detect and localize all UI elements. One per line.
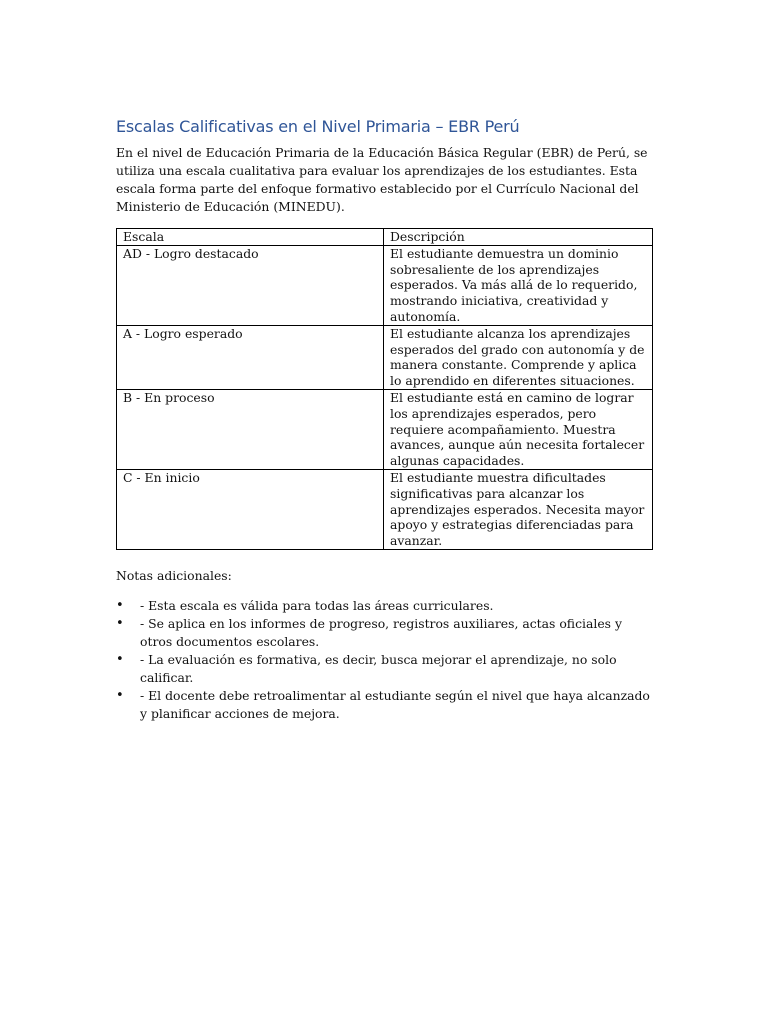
scale-cell: AD - Logro destacado: [117, 245, 384, 325]
table-row: [117, 389, 653, 469]
table-row: [117, 245, 653, 325]
scale-cell: A - Logro esperado: [117, 325, 384, 389]
scale-cell: C - En inicio: [117, 469, 384, 549]
notes-heading: Notas adicionales:: [116, 567, 232, 583]
description-cell: El estudiante demuestra un dominio sobresaliente de los aprendizajes esperados. Va más allá de lo requerido, mostrando iniciativa, creatividad y autonomía.: [384, 245, 653, 325]
description-cell: El estudiante alcanza los aprendizajes esperados del grado con autonomía y de manera constante. Comprende y aplica lo aprendido en diferentes situaciones.: [384, 325, 653, 389]
bullet-icon: •: [116, 597, 124, 613]
bullet-icon: •: [116, 651, 124, 667]
notes-list: [116, 597, 652, 723]
note-text: - Se aplica en los informes de progreso, registros auxiliares, actas oficiales y otros documentos escolares.: [140, 615, 622, 649]
table-row: [117, 325, 653, 389]
scale-cell: B - En proceso: [117, 389, 384, 469]
table-header-row: [117, 229, 653, 246]
list-item: [116, 597, 652, 615]
bullet-icon: •: [116, 687, 124, 703]
note-text: - El docente debe retroalimentar al estudiante según el nivel que haya alcanzado y planificar acciones de mejora.: [140, 687, 650, 721]
description-cell: El estudiante está en camino de lograr los aprendizajes esperados, pero requiere acompañamiento. Muestra avances, aunque aún necesita fortalecer algunas capacidades.: [384, 389, 653, 469]
intro-paragraph: En el nivel de Educación Primaria de la Educación Básica Regular (EBR) de Perú, se utiliza una escala cualitativa para evaluar los aprendizajes de los estudiantes. Esta escala forma parte del enfoque formativo establecido por el Currículo Nacional del Ministerio de Educación (MINEDU).: [116, 145, 648, 214]
bullet-icon: •: [116, 615, 124, 631]
table-row: [117, 469, 653, 549]
header-description: Descripción: [384, 229, 653, 246]
list-item: [116, 687, 652, 723]
note-text: - La evaluación es formativa, es decir, busca mejorar el aprendizaje, no solo calificar.: [140, 651, 617, 685]
grading-scale-table: [116, 228, 653, 550]
list-item: [116, 651, 652, 687]
document-page: [116, 116, 652, 723]
note-text: - Esta escala es válida para todas las áreas curriculares.: [140, 597, 494, 613]
list-item: [116, 615, 652, 651]
description-cell: El estudiante muestra dificultades significativas para alcanzar los aprendizajes esperados. Necesita mayor apoyo y estrategias diferenciadas para avanzar.: [384, 469, 653, 549]
document-title: Escalas Calificativas en el Nivel Primaria – EBR Perú: [116, 117, 520, 136]
header-scale: Escala: [117, 229, 384, 246]
